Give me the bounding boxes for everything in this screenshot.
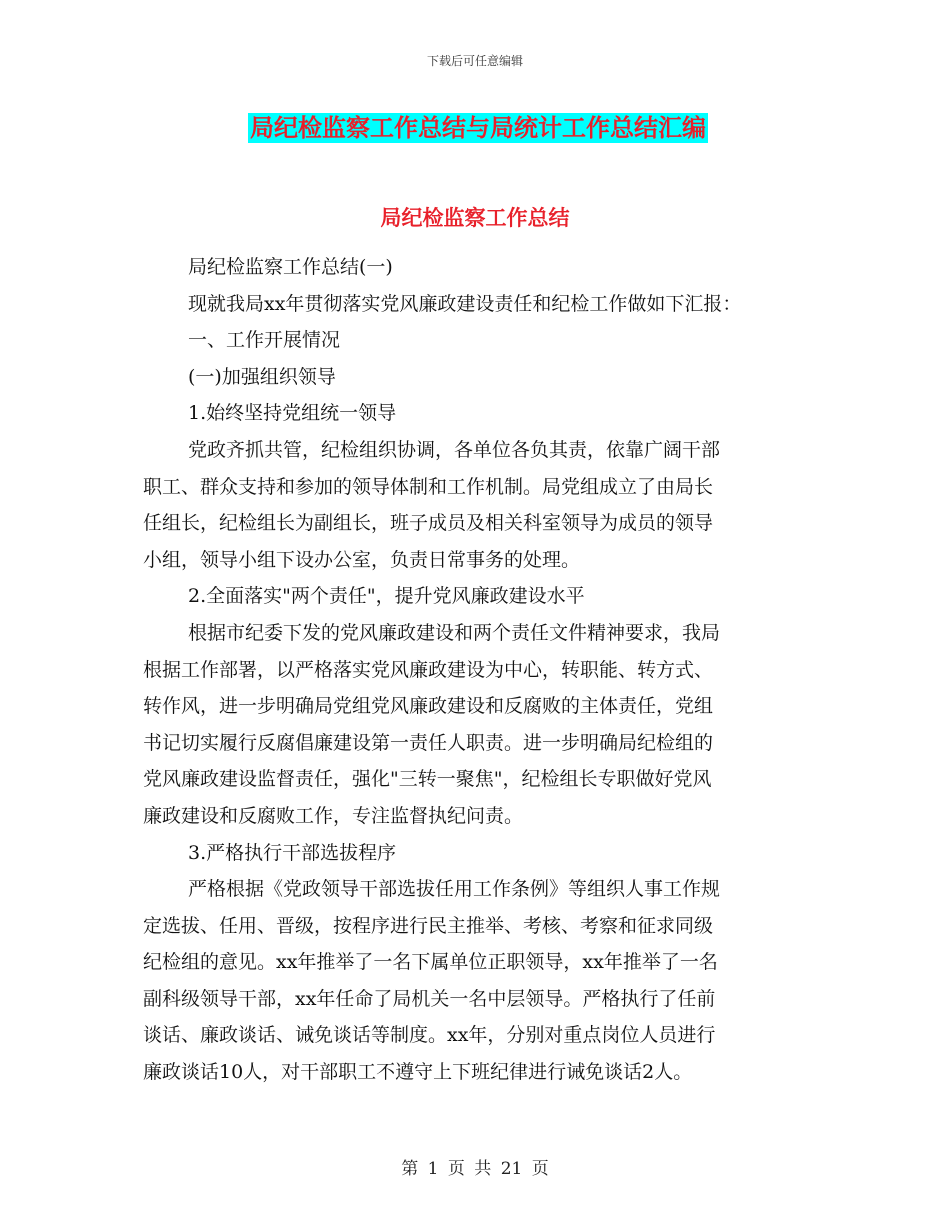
paragraph-line: 严格根据《党政领导干部选拔任用工作条例》等组织人事工作规 xyxy=(188,878,721,901)
paragraph-line: 定选拔、任用、晋级，按程序进行民主推举、考核、考察和征求同级 xyxy=(143,914,714,937)
paragraph-line: 职工、群众支持和参加的领导体制和工作机制。局党组成立了由局长 xyxy=(143,475,714,498)
section-heading: 一、工作开展情况 xyxy=(188,329,341,352)
item-heading: 1.始终坚持党组统一领导 xyxy=(188,402,397,425)
paragraph-line: 转作风，进一步明确局党组党风廉政建设和反腐败的主体责任，党组 xyxy=(143,695,714,718)
subsection-heading: (一)加强组织领导 xyxy=(188,365,336,388)
paragraph-line: 根据工作部署，以严格落实党风廉政建设为中心，转职能、转方式、 xyxy=(143,658,714,681)
paragraph-line: 书记切实履行反腐倡廉建设第一责任人职责。进一步明确局纪检组的 xyxy=(143,731,714,754)
section-title: 局纪检监察工作总结 xyxy=(380,206,570,230)
paragraph-heading: 局纪检监察工作总结(一) xyxy=(188,256,393,278)
paragraph-line: 党政齐抓共管，纪检组织协调，各单位各负其责，依靠广阔干部 xyxy=(188,438,721,461)
paragraph-line: 小组，领导小组下设办公室，负责日常事务的处理。 xyxy=(143,548,581,571)
paragraph-line: 纪检组的意见。xx年推举了一名下属单位正职领导，xx年推举了一名 xyxy=(143,951,718,974)
paragraph-line: 任组长，纪检组长为副组长，班子成员及相关科室领导为成员的领导 xyxy=(143,512,714,535)
document-title: 局纪检监察工作总结与局统计工作总结汇编 xyxy=(250,114,706,142)
paragraph-line: 现就我局xx年贯彻落实党风廉政建设责任和纪检工作做如下汇报： xyxy=(188,292,742,315)
paragraph-line: 廉政建设和反腐败工作，专注监督执纪问责。 xyxy=(143,804,524,827)
paragraph-line: 根据市纪委下发的党风廉政建设和两个责任文件精神要求，我局 xyxy=(188,621,721,644)
header-note: 下载后可任意编辑 xyxy=(426,54,523,68)
paragraph-line: 副科级领导干部，xx年任命了局机关一名中层领导。严格执行了任前 xyxy=(143,987,716,1010)
page-number-footer: 第 1 页 共 21 页 xyxy=(401,1159,549,1179)
paragraph-line: 谈话、廉政谈话、诫免谈话等制度。xx年，分别对重点岗位人员进行 xyxy=(143,1024,716,1047)
paragraph-line: 党风廉政建设监督责任，强化"三转一聚焦"，纪检组长专职做好党风 xyxy=(143,768,712,791)
paragraph-line: 廉政谈话10人，对干部职工不遵守上下班纪律进行诫免谈话2人。 xyxy=(143,1061,693,1084)
item-heading: 2.全面落实"两个责任"，提升党风廉政建设水平 xyxy=(188,585,585,608)
item-heading: 3.严格执行干部选拔程序 xyxy=(188,841,397,864)
body-text xyxy=(143,249,823,1091)
